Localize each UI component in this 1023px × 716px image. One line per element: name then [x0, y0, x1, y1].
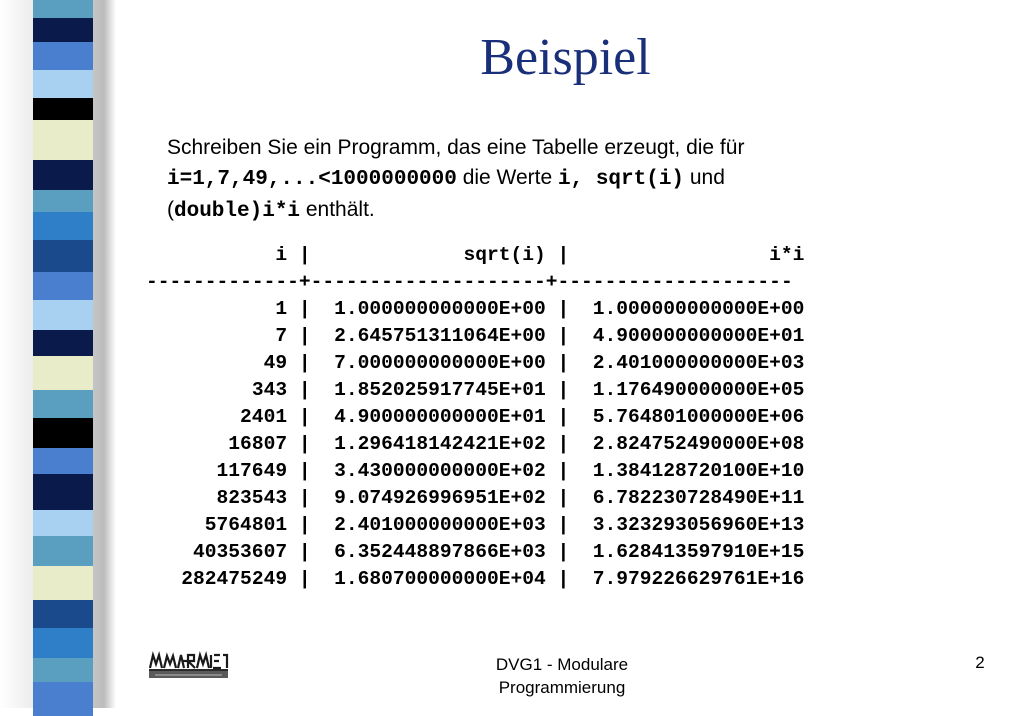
table-cell: 40353607: [193, 541, 288, 563]
table-cell: 1.680700000000E+04: [334, 568, 546, 590]
page-number: 2: [975, 653, 985, 672]
column-divider: |: [298, 352, 311, 374]
column-divider: |: [557, 460, 570, 482]
column-divider: |: [298, 433, 311, 455]
stripe-segment: [33, 448, 93, 474]
column-divider: |: [298, 406, 311, 428]
stripe-segment: [33, 300, 93, 330]
logo-icon: [147, 650, 230, 680]
column-divider: |: [298, 487, 311, 509]
table-cell: 1.296418142421E+02: [334, 433, 546, 455]
table-row: [146, 566, 804, 593]
stripe-segment: [33, 390, 93, 418]
table-cell: 1.628413597910E+15: [592, 541, 805, 563]
table-row: [146, 377, 804, 404]
column-divider: |: [557, 298, 570, 320]
column-divider: |: [557, 379, 570, 401]
table-row: [146, 323, 804, 350]
table-cell: 1.000000000000E+00: [334, 298, 546, 320]
stripe-segment: [33, 272, 93, 300]
stripe-segment: [33, 190, 93, 212]
stripe-segment: [33, 98, 93, 120]
table-cell: i: [275, 244, 288, 266]
table-cell: 7.000000000000E+00: [334, 352, 546, 374]
stripe-segment: [33, 330, 93, 356]
intro-text-werte: die Werte: [456, 166, 559, 189]
footer-course-title: [462, 653, 662, 699]
table-cell: 1.852025917745E+01: [334, 379, 546, 401]
column-divider: |: [298, 541, 311, 563]
column-divider: |: [298, 568, 311, 590]
table-cell: 6.782230728490E+11: [592, 487, 805, 509]
table-cell: i*i: [769, 244, 805, 266]
column-divider: |: [557, 514, 570, 536]
stripe-segment: [33, 240, 93, 272]
table-cell: 5.764801000000E+06: [592, 406, 805, 428]
stripe-segment: [33, 536, 93, 566]
table-cell: 6.352448897866E+03: [334, 541, 546, 563]
column-divider: |: [298, 379, 311, 401]
column-divider: |: [557, 352, 570, 374]
column-divider: |: [557, 433, 570, 455]
table-row: [146, 431, 804, 458]
column-divider: |: [298, 298, 311, 320]
stripe-segment: [33, 474, 93, 510]
table-cell: sqrt(i): [463, 244, 546, 266]
table-cell: 4.900000000000E+01: [592, 325, 805, 347]
table-row: [146, 512, 804, 539]
table-row: [146, 350, 804, 377]
slide-title: Beispiel: [480, 29, 651, 86]
column-divider: |: [557, 541, 570, 563]
table-cell: 823543: [216, 487, 288, 509]
table-row: [146, 404, 804, 431]
stripe-segment: [33, 628, 93, 658]
stripe-segment: [33, 356, 93, 390]
column-divider: |: [298, 244, 311, 266]
decorative-stripe-bar: [33, 0, 93, 708]
stripe-segment: [33, 682, 93, 716]
stripe-segment: [33, 600, 93, 628]
intro-paragraph: [167, 133, 967, 227]
intro-line-2: [167, 163, 967, 195]
table-cell: 2401: [240, 406, 288, 428]
output-table: [146, 242, 804, 593]
intro-line-1: Schreiben Sie ein Programm, das eine Tabelle erzeugt, die für: [167, 136, 745, 159]
intro-text-enthaelt: enthält.: [300, 198, 375, 221]
table-cell: 9.074926996951E+02: [334, 487, 546, 509]
stripe-segment: [33, 566, 93, 600]
loop-spec-code: i=1,7,49,...<1000000000: [167, 168, 457, 191]
table-separator: -------------+--------------------+--------------------: [146, 271, 793, 293]
stripe-segment: [33, 0, 93, 18]
table-row: [146, 296, 804, 323]
footer-line-1: DVG1 - Modulare: [495, 655, 629, 674]
table-cell: 1.384128720100E+10: [592, 460, 805, 482]
table-cell: 3.323293056960E+13: [592, 514, 805, 536]
table-row: [146, 485, 804, 512]
column-divider: |: [298, 514, 311, 536]
table-cell: 2.824752490000E+08: [592, 433, 805, 455]
values-code: i, sqrt(i): [558, 168, 685, 191]
column-divider: |: [557, 568, 570, 590]
stripe-segment: [33, 658, 93, 682]
table-cell: 282475249: [181, 568, 288, 590]
stripe-segment: [33, 212, 93, 240]
table-cell: 1.000000000000E+00: [592, 298, 805, 320]
footer-line-2: Programmierung: [498, 678, 626, 697]
column-divider: |: [298, 460, 311, 482]
table-row: [146, 539, 804, 566]
column-divider: |: [298, 325, 311, 347]
column-divider: |: [557, 325, 570, 347]
table-cell: 1: [275, 298, 288, 320]
paren-open: (: [167, 198, 174, 221]
table-cell: 5764801: [204, 514, 288, 536]
stripe-segment: [33, 120, 93, 160]
table-cell: 4.900000000000E+01: [334, 406, 546, 428]
table-cell: 2.401000000000E+03: [592, 352, 805, 374]
table-cell: 117649: [216, 460, 288, 482]
table-cell: 7: [275, 325, 288, 347]
table-row: [146, 458, 804, 485]
intro-line-3: [167, 195, 967, 227]
table-cell: 343: [251, 379, 288, 401]
table-cell: 16807: [228, 433, 288, 455]
column-divider: |: [557, 244, 570, 266]
stripe-segment: [33, 510, 93, 536]
intro-text-und: und: [684, 166, 725, 189]
table-cell: 7.979226629761E+16: [592, 568, 805, 590]
table-header-row: [146, 242, 804, 269]
stripe-segment: [33, 160, 93, 190]
stripe-segment: [33, 418, 93, 448]
column-divider: |: [557, 406, 570, 428]
table-cell: 3.430000000000E+02: [334, 460, 546, 482]
table-cell: 1.176490000000E+05: [592, 379, 805, 401]
table-cell: 2.401000000000E+03: [334, 514, 546, 536]
column-divider: |: [557, 487, 570, 509]
cast-code: double)i*i: [174, 200, 301, 223]
table-cell: 49: [263, 352, 288, 374]
table-cell: 2.645751311064E+00: [334, 325, 546, 347]
